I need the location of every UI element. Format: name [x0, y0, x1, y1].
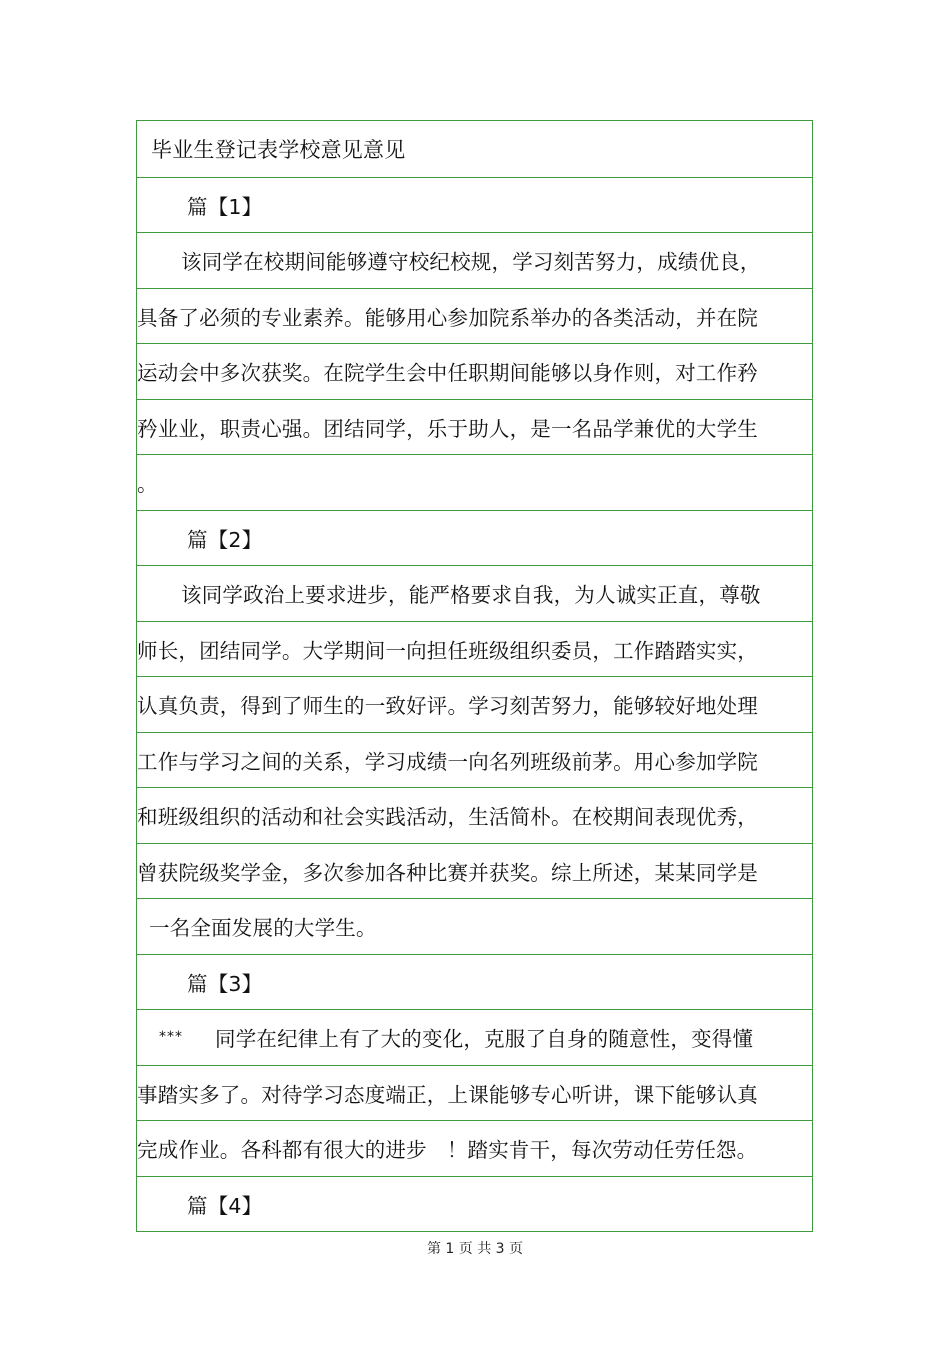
line-text: 同学在纪律上有了大的变化，克服了自身的随意性，变得懂	[215, 1027, 754, 1052]
paragraph-line	[137, 676, 812, 732]
paragraph-line	[137, 1120, 812, 1176]
section-heading	[137, 177, 812, 233]
line-text: 曾获院级奖学金，多次参加各种比赛并获奖。综上所述，某某同学是	[137, 860, 758, 885]
line-text: 师长，团结同学。大学期间一向担任班级组织委员，工作踏踏实实，	[137, 638, 758, 663]
section-heading-text: 篇【1】	[187, 194, 263, 219]
page-number-label: 第 1 页 共 3 页	[426, 1241, 524, 1257]
line-text: 工作与学习之间的关系，学习成绩一向名列班级前茅。用心参加学院	[137, 749, 758, 774]
line-text: 该同学在校期间能够遵守校纪校规，学习刻苦努力，成绩优良，	[181, 250, 761, 275]
section-heading	[137, 954, 812, 1010]
line-text: 完成作业。各科都有很大的进步	[137, 1138, 427, 1163]
line-text: 认真负责，得到了师生的一致好评。学习刻苦努力，能够较好地处理	[137, 694, 758, 719]
paragraph-line	[137, 399, 812, 455]
page-footer	[0, 1238, 950, 1258]
paragraph-line	[137, 787, 812, 843]
line-text: 该同学政治上要求进步，能严格要求自我，为人诚实正直，尊敬	[181, 583, 761, 608]
document-table	[136, 120, 813, 1232]
paragraph-line	[137, 1009, 812, 1065]
line-text: ！踏实肯干，每次劳动任劳任怨。	[446, 1138, 758, 1163]
paragraph-line	[137, 898, 812, 954]
paragraph-line	[137, 732, 812, 788]
section-heading-text: 篇【3】	[187, 971, 263, 996]
document-title	[137, 121, 812, 177]
line-text: 运动会中多次获奖。在院学生会中任职期间能够以身作则，对工作矜	[137, 361, 758, 386]
title-text: 毕业生登记表学校意见意见	[151, 137, 406, 162]
section-heading	[137, 1176, 812, 1232]
line-text: 和班级组织的活动和社会实践活动，生活简朴。在校期间表现优秀，	[137, 805, 758, 830]
section-heading-text: 篇【4】	[187, 1193, 263, 1218]
line-text: 矜业业，职责心强。团结同学，乐于助人，是一名品学兼优的大学生	[137, 416, 758, 441]
paragraph-line	[137, 843, 812, 899]
redacted-name-stars: ***	[159, 1029, 183, 1046]
paragraph-line	[137, 454, 812, 510]
line-text: 事踏实多了。对待学习态度端正，上课能够专心听讲，课下能够认真	[137, 1082, 758, 1107]
paragraph-line	[137, 232, 812, 288]
line-text: 。	[137, 472, 158, 497]
paragraph-line	[137, 565, 812, 621]
section-heading	[137, 510, 812, 566]
paragraph-line	[137, 288, 812, 344]
paragraph-line	[137, 343, 812, 399]
paragraph-line	[137, 621, 812, 677]
line-text: 具备了必须的专业素养。能够用心参加院系举办的各类活动，并在院	[137, 305, 758, 330]
section-heading-text: 篇【2】	[187, 527, 263, 552]
line-text: 一名全面发展的大学生。	[149, 916, 377, 941]
paragraph-line	[137, 1065, 812, 1121]
